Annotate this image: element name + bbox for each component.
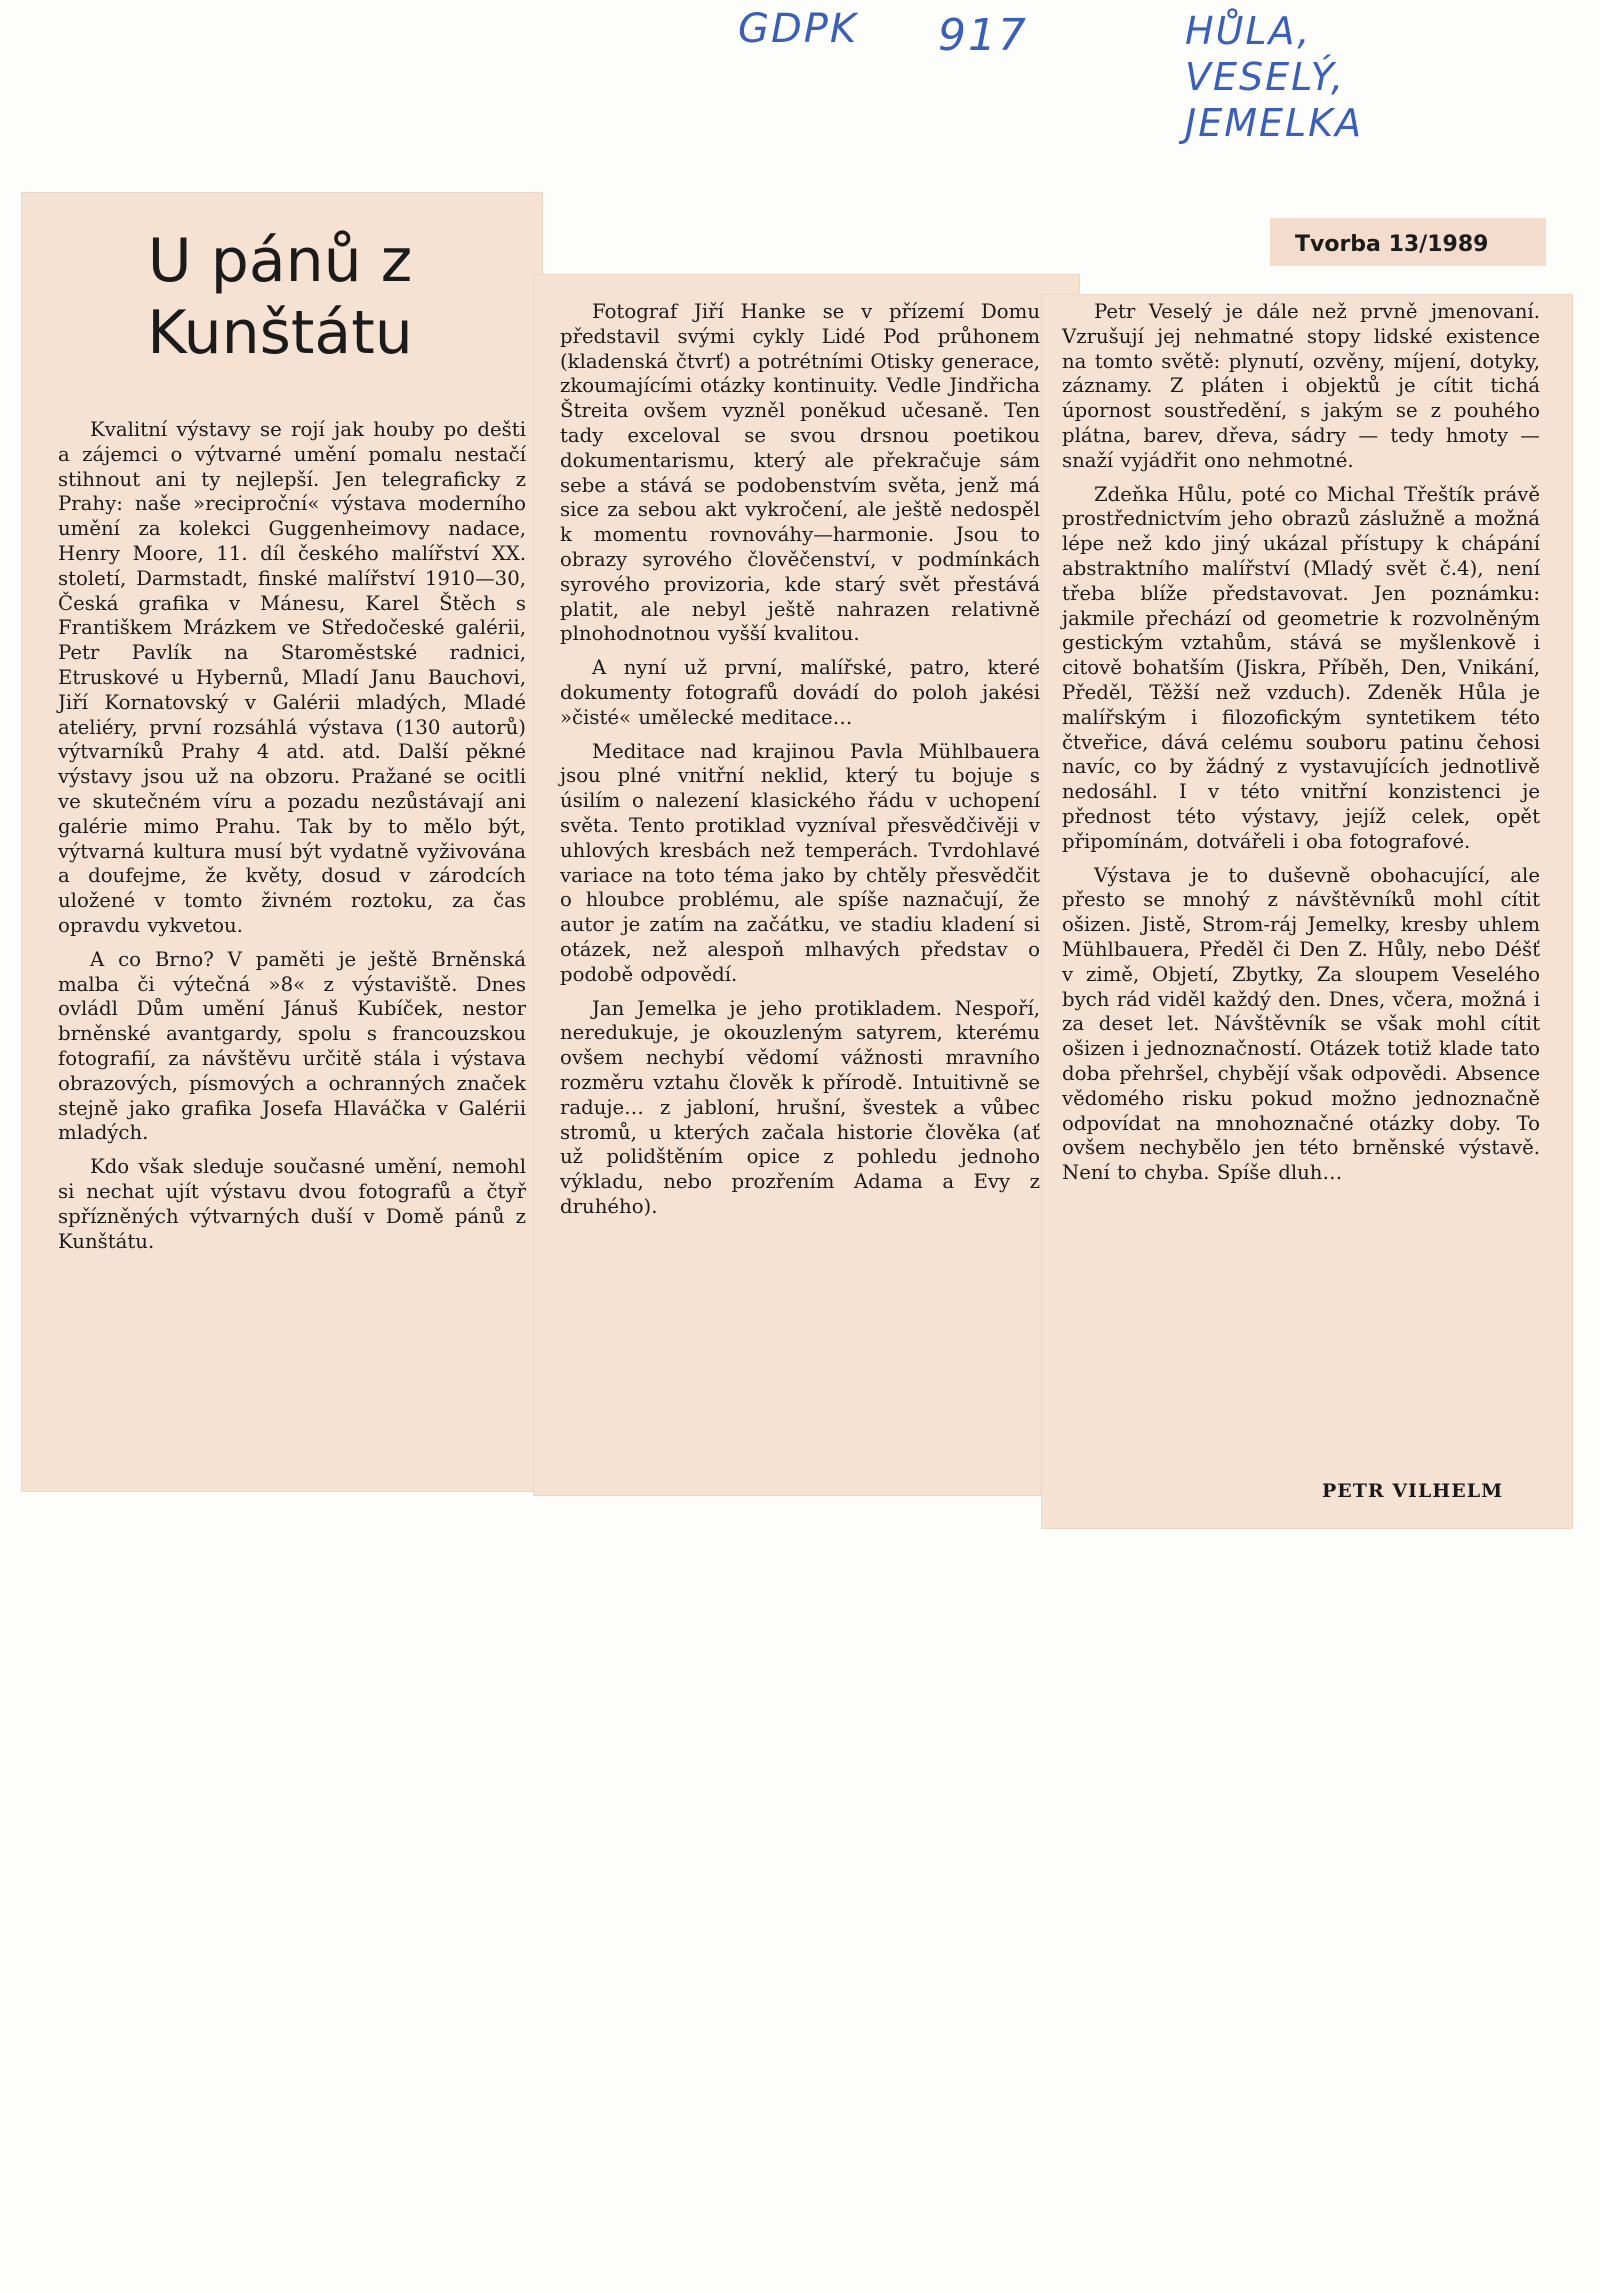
handwritten-artist-names: HŮLA, VESELÝ, JEMELKA <box>1185 9 1364 145</box>
article-title: U pánů z Kunštátu <box>147 226 413 368</box>
paragraph: Zdeňka Hůlu, poté co Michal Třeštík právě prostřednictvím jeho obrazů záslužně a možná lépe než kdo jiný ukázal přístupy k chápání abstraktního malířství (Mladý svět č.4), není třeba blíže představovat. Jen poznámku: jakmile přechází od geometrie k rozvolněným gestickým vztahům, stává se myšlenkově i citově bohatším (Jiskra, Příběh, Den, Vnikání, Předěl, Těžší než vzduch). Zdeněk Hůla je malířským i filozofickým syntetikem této čtveřice, dává celému souboru patinu čehosi navíc, co by žádný z vystavujících jednotlivě nedosáhl. I v této vnitřní konzistenci je přednost této výstavy, jejíž celek, opět připomínám, dotvářeli i oba fotografové. <box>1062 482 1540 853</box>
article-author: PETR VILHELM <box>1322 1480 1504 1502</box>
handwritten-catalog-code: GDPK <box>738 6 859 52</box>
paragraph: Jan Jemelka je jeho protikladem. Nespoří, neredukuje, je okouzleným satyrem, kterému ovšem nechybí vědomí vážnosti mravního rozměru vztahu člověk k přírodě. Intuitivně se raduje… z jabloní, hrušní, švestek a vůbec stromů, u kterých začala historie člověka (ať už polidštěním opice z pohledu jednoho výkladu, nebo prozřením Adama a Evy z druhého). <box>560 996 1040 1218</box>
paragraph: A co Brno? V paměti je ještě Brněnská malba či výtečná »8« z výstaviště. Dnes ovládl Dům umění Jánuš Kubíček, nestor brněnské avantgardy, spolu s francouzskou fotografií, za návštěvu určitě stála i výstava obrazových, písmových a ochranných značek stejně jako grafika Josefa Hlaváčka v Galérii mladých. <box>58 947 526 1145</box>
paragraph: Petr Veselý je dále než prvně jmenovaní. Vzrušují jej nehmatné stopy lidské existence na tomto světě: plynutí, ozvěny, míjení, dotyky, záznamy. Z pláten i objektů je cítit tichá úpornost soustředění, s jakým se z pouhého plátna, barev, dřeva, sádry — tedy hmoty — snaží vyjádřit ono nehmotné. <box>1062 300 1540 472</box>
paragraph: A nyní už první, malířské, patro, které dokumenty fotografů dovádí do poloh jakési »čisté« umělecké meditace… <box>560 656 1040 729</box>
article-column-3 <box>1062 300 1540 1195</box>
source-citation: Tvorba 13/1989 <box>1295 232 1489 257</box>
article-column-2 <box>560 300 1040 1229</box>
article-column-1 <box>58 418 526 1263</box>
handwritten-number: 917 <box>938 10 1028 61</box>
paragraph: Fotograf Jiří Hanke se v přízemí Domu představil svými cykly Lidé Pod průhonem (kladenská čtvrť) a potrétními Otisky generace, zkoumajícími otázky kontinuity. Vedle Jindřicha Štreita ovšem vyzněl poněkud učesaně. Ten tady exceloval se svou drsnou poetikou dokumentarismu, který ale překračuje sám sebe a stává se podobenstvím světa, jenž má sice za sebou akt vykročení, ale ještě nedospěl k momentu rovnováhy—harmonie. Jsou to obrazy syrového člověčenství, v podmínkách syrového provizoria, kde starý svět přestává platit, ale nebyl ještě nahrazen relativně plnohodnotnou vyšší kvalitou. <box>560 300 1040 646</box>
paragraph: Meditace nad krajinou Pavla Mühlbauera jsou plné vnitřní neklid, který tu bojuje s úsilím o nalezení klasického řádu v uchopení světa. Tento protiklad vyzníval přesvědčivěji v uhlových kresbách než temperách. Tvrdohlavé variace na toto téma jako by chtěly přesvědčit o hloubce problému, ale spíše naznačují, že autor je zatím na začátku, ve stadiu kladení si otázek, než alespoň mlhavých představ o podobě odpovědí. <box>560 739 1040 986</box>
paragraph: Výstava je to duševně obohacující, ale přesto se mnohý z návštěvníků mohl cítit ošizen. Jistě, Strom-ráj Jemelky, kresby uhlem Mühlbauera, Předěl či Den Z. Hůly, nebo Déšť v zimě, Objetí, Zbytky, Za sloupem Veselého bych rád viděl každý den. Dnes, včera, možná i za deset let. Návštěvník se však mohl cítit ošizen i jednoznačností. Otázek totiž klade tato doba přehršel, chybějí však odpovědi. Absence vědomého risku pokud možno jednoznačně odpovídat na mnohoznačné otázky doby. To ovšem nechybělo jen této brněnské výstavě. Není to chyba. Spíše dluh… <box>1062 863 1540 1185</box>
paragraph: Kdo však sleduje současné umění, nemohl si nechat ujít výstavu dvou fotografů a čtyř spřízněných výtvarných duší v Domě pánů z Kunštátu. <box>58 1155 526 1253</box>
paragraph: Kvalitní výstavy se rojí jak houby po dešti a zájemci o výtvarné umění pomalu nestačí stihnout ani ty nejlepší. Jen telegraficky z Prahy: naše »reciproční« výstava moderního umění za kolekci Guggenheimovy nadace, Henry Moore, 11. díl českého malířství XX. století, Darmstadt, finské malířství 1910—30, Česká grafika v Mánesu, Karel Štěch s Františkem Mrázkem ve Středočeské galérii, Petr Pavlík na Staroměstské radnici, Etruskové u Hybernů, Mladí Janu Bauchovi, Jiří Kornatovský v Galérii mladých, Mladé ateliéry, první rozsáhlá výstava (130 autorů) výtvarníků Prahy 4 atd. atd. Další pěkné výstavy jsou už na obzoru. Pražané se ocitli ve skutečném víru a pozadu nezůstávají ani galérie mimo Prahu. Tak by to mělo být, výtvarná kultura musí být vydatně vyživována a doufejme, že květy, dosud v zárodcích uložené v tomto živném roztoku, za čas opravdu vykvetou. <box>58 418 526 937</box>
